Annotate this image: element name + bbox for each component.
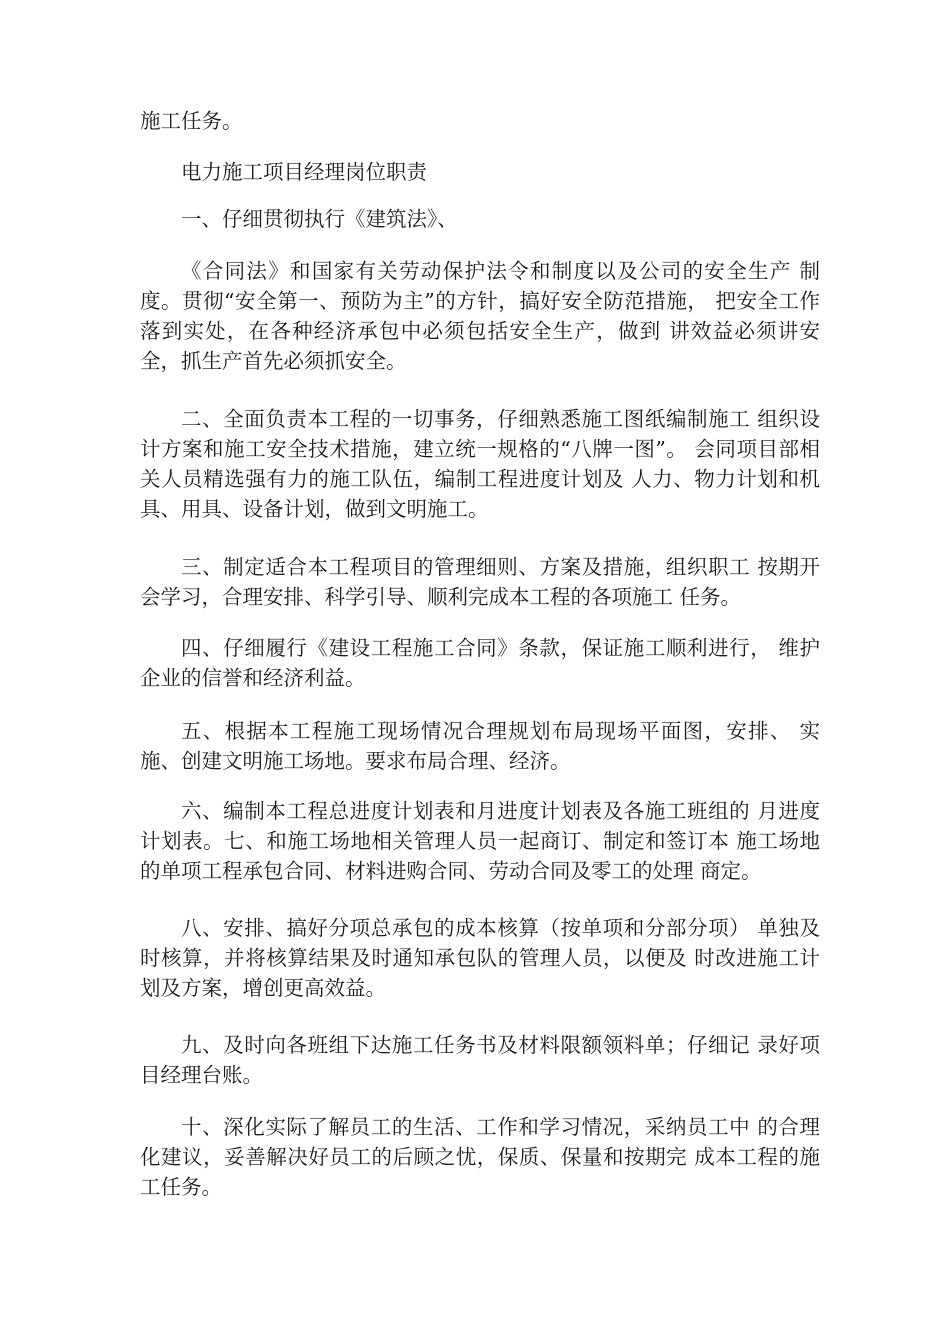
lead-line: 施工任务。 [140,109,243,133]
paragraph-2: 《合同法》和国家有关劳动保护法令和制度以及公司的安全生产 制度。贯彻“安全第一、预防为主”的方针，搞好安全防范措施， 把安全工作落到实处，在各种经济承包中必须包括安全生产，做到 讲效益必须讲安全，抓生产首先必须抓安全。 [140,259,820,373]
document-title: 电力施工项目经理岗位职责 [181,160,427,184]
paragraph-1: 一、仔细贯彻执行《建筑法》、 [181,207,458,231]
paragraph-6: 五、根据本工程施工现场情况合理规划布局现场平面图，安排、 实施、创建文明施工场地。要求布局合理、经济。 [140,719,820,773]
paragraph-5: 四、仔细履行《建设工程施工合同》条款，保证施工顺利进行， 维护企业的信誉和经济利益。 [140,636,820,690]
paragraph-10: 十、深化实际了解员工的生活、工作和学习情况，采纳员工中 的合理化建议，妥善解决好员工的后顾之忧，保质、保量和按期完 成本工程的施工任务。 [140,1115,820,1199]
paragraph-9: 九、及时向各班组下达施工任务书及材料限额领料单；仔细记 录好项目经理台账。 [140,1033,820,1087]
paragraph-4: 三、制定适合本工程项目的管理细则、方案及措施，组织职工 按期开会学习，合理安排、科学引导、顺利完成本工程的各项施工 任务。 [140,555,820,609]
paragraph-8: 八、安排、搞好分项总承包的成本核算（按单项和分部分项） 单独及时核算，并将核算结果及时通知承包队的管理人员，以便及 时改进施工计划及方案，增创更高效益。 [140,916,820,1000]
paragraph-3: 二、全面负责本工程的一切事务，仔细熟悉施工图纸编制施工 组织设计方案和施工安全技术措施，建立统一规格的“八牌一图”。 会同项目部相关人员精选强有力的施工队伍，编制工程进度计划及 人力、物力计划和机具、用具、设备计划，做到文明施工。 [140,407,820,521]
paragraph-7: 六、编制本工程总进度计划表和月进度计划表及各施工班组的 月进度计划表。七、和施工场地相关管理人员一起商订、制定和签订本 施工场地的单项工程承包合同、材料进购合同、劳动合同及零工的处理 商定。 [140,799,820,883]
